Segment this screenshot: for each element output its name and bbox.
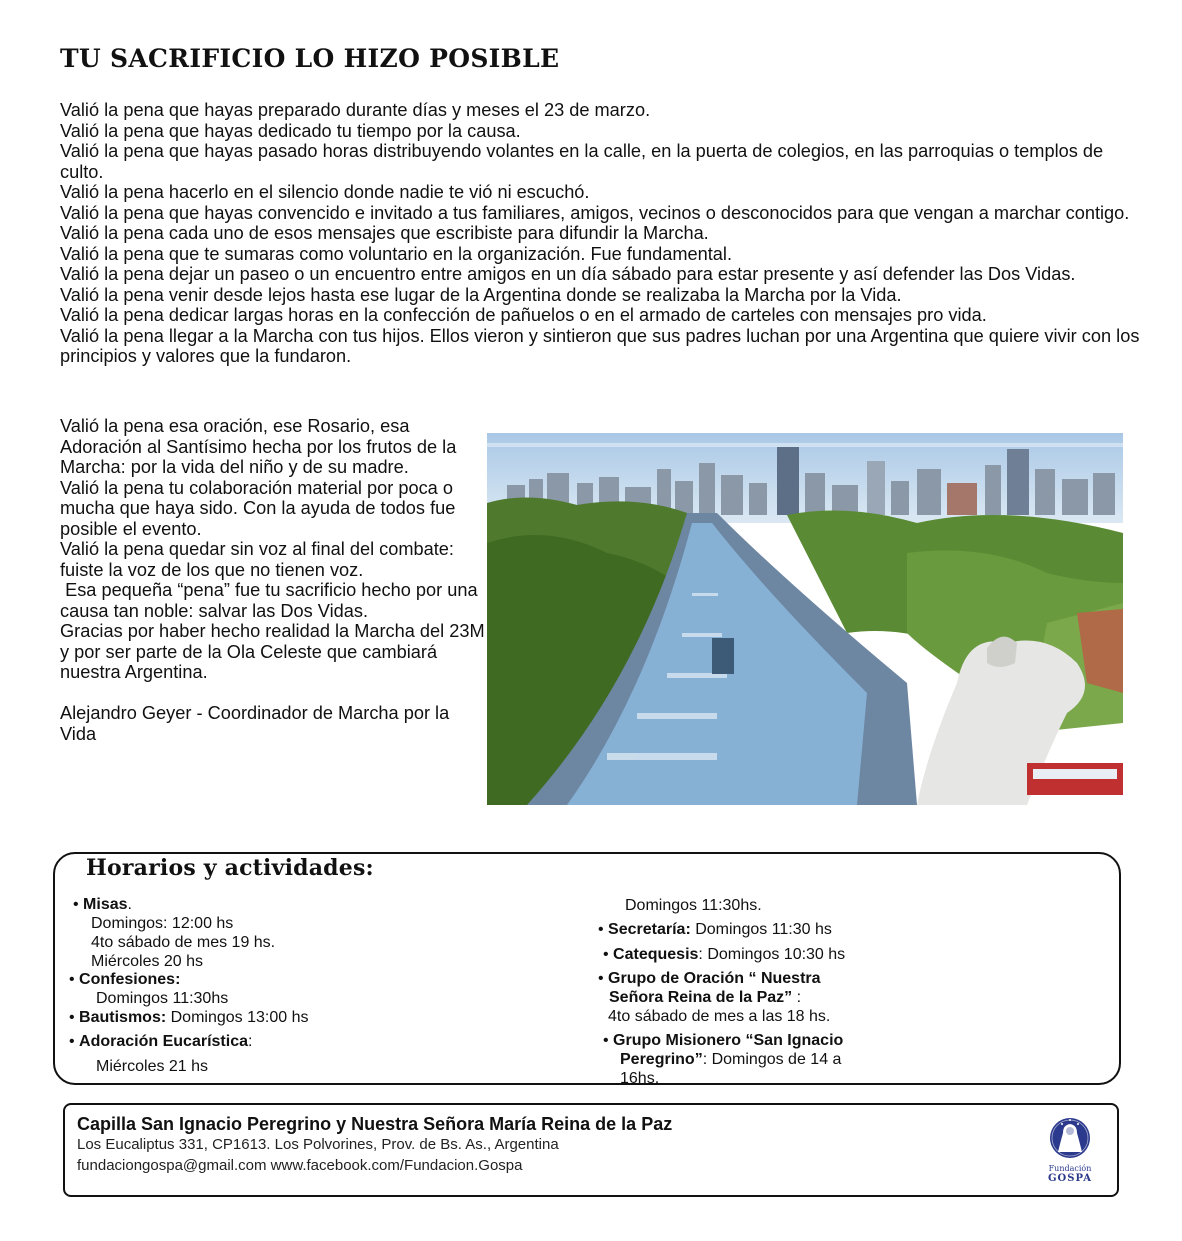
article-title: TU SACRIFICIO LO HIZO POSIBLE <box>60 44 560 73</box>
schedule-detail: Miércoles 21 hs <box>96 1058 209 1075</box>
paragraph: Valió la pena tu colaboración material por poca o mucha que haya sido. Con la ayuda de todos fue posible el evento. <box>60 477 456 539</box>
schedule-item-catequesis: • Catequesis: Domingos 10:30 hs <box>603 946 846 963</box>
paragraph: Valió la pena esa oración, ese Rosario, esa Adoración al Santísimo hecha por los frutos de la Marcha: por la vida del niño y de su madre. <box>60 416 457 477</box>
paragraph: Valió la pena dedicar largas horas en la confección de pañuelos o en el armado de carteles con mensajes pro vida. <box>60 305 987 325</box>
article-body <box>60 100 1140 367</box>
march-photo-illustration <box>487 433 1123 805</box>
paragraph: Valió la pena que hayas preparado durante días y meses el 23 de marzo. <box>60 100 651 120</box>
paragraph: Valió la pena que hayas dedicado tu tiempo por la causa. <box>60 120 521 141</box>
schedule-detail: Domingos 11:30hs. <box>625 897 762 914</box>
schedule-item-grupo-oracion: • Grupo de Oración “ Nuestra <box>598 970 821 987</box>
logo-small-text: Fundación <box>1048 1164 1092 1173</box>
schedule-detail: Domingos 10:30 hs <box>707 946 846 963</box>
schedule-item-misas: • Misas. <box>73 896 132 913</box>
paragraph: Esa pequeña “pena” fue tu sacrificio hecho por una causa tan noble: salvar las Dos Vidas. <box>60 580 483 621</box>
misionero-label: Peregrino” <box>620 1051 703 1068</box>
schedule-title: Horarios y actividades: <box>82 855 378 881</box>
schedule-item-adoracion: • Adoración Eucarística: <box>69 1033 253 1050</box>
schedule-item-grupo-misionero: • Grupo Misionero “San Ignacio <box>603 1032 844 1049</box>
paragraph: Valió la pena dejar un paseo o un encuentro entre amigos en un día sábado para estar presente y así defender las Dos Vidas. <box>60 264 1076 284</box>
spacer <box>60 683 485 704</box>
schedule-detail: Domingos: 12:00 hs <box>91 915 234 932</box>
paragraph: Valió la pena llegar a la Marcha con tus hijos. Ellos vieron y sintieron que sus padres luchan por una Argentina que quiere vivir con los principios y valores que la fundaron. <box>60 325 1140 366</box>
schedule-detail: 4to sábado de mes a las 18 hs. <box>608 1008 831 1025</box>
article-left-column <box>60 416 485 744</box>
paragraph: Gracias por haber hecho realidad la Marcha del 23M y por ser parte de la Ola Celeste que cambiará nuestra Argentina. <box>60 621 485 682</box>
schedule-detail: Domingos 11:30hs <box>96 990 229 1007</box>
schedule-detail: Señora Reina de la Paz” : <box>609 989 802 1006</box>
schedule-detail: 16hs. <box>620 1070 660 1087</box>
catequesis-label: Catequesis <box>613 946 699 963</box>
secretaria-label: Secretaría: <box>608 921 691 938</box>
oracion-label: Grupo de Oración “ Nuestra <box>608 970 821 987</box>
paragraph: Valió la pena quedar sin voz al final del combate: fuiste la voz de los que no tienen voz. <box>60 539 454 580</box>
confesiones-label: Confesiones: <box>79 971 181 988</box>
adoracion-label: Adoración Eucarística <box>79 1033 248 1050</box>
misas-label: Misas <box>83 896 128 913</box>
paragraph: Valió la pena venir desde lejos hasta ese lugar de la Argentina donde se realizaba la Marcha por la Vida. <box>60 284 902 305</box>
schedule-detail: Domingos 11:30 hs <box>695 921 832 938</box>
logo-big-text: GOSPA <box>1047 1173 1093 1184</box>
chapel-address: Los Eucaliptus 331, CP1613. Los Polvorines, Prov. de Bs. As., Argentina <box>77 1136 559 1153</box>
chapel-contact: fundaciongospa@gmail.com www.facebook.com/Fundacion.Gospa <box>77 1157 523 1174</box>
oracion-label: Señora Reina de la Paz” <box>609 989 793 1006</box>
paragraph: Valió la pena hacerlo en el silencio donde nadie te vió ni escuchó. <box>60 182 590 202</box>
paragraph: Valió la pena que hayas convencido e invitado a tus familiares, amigos, vecinos o desconocidos para que vengan a marchar contigo. <box>60 202 1130 223</box>
misionero-label: Grupo Misionero “San Ignacio <box>613 1032 844 1049</box>
schedule-detail: 4to sábado de mes 19 hs. <box>91 934 276 951</box>
schedule-detail: Domingos de 14 a <box>711 1051 842 1068</box>
paragraph: Valió la pena cada uno de esos mensajes que escribiste para difundir la Marcha. <box>60 223 709 243</box>
bautismos-label: Bautismos: <box>79 1009 167 1026</box>
schedule-item-secretaria: • Secretaría: Domingos 11:30 hs <box>598 921 832 938</box>
fundacion-gospa-logo <box>1036 1114 1104 1186</box>
virgin-logo-icon <box>1036 1114 1104 1186</box>
schedule-item-confesiones: • Confesiones: <box>69 971 181 988</box>
schedule-detail: Miércoles 20 hs <box>91 953 204 970</box>
schedule-item-bautismos: • Bautismos: Domingos 13:00 hs <box>69 1009 309 1026</box>
paragraph: Valió la pena que hayas pasado horas distribuyendo volantes en la calle, en la puerta de colegios, en las parroquias o templos de culto. <box>60 141 1104 182</box>
paragraph: Valió la pena que te sumaras como voluntario en la organización. Fue fundamental. <box>60 243 732 264</box>
chapel-name: Capilla San Ignacio Peregrino y Nuestra Señora María Reina de la Paz <box>77 1114 673 1134</box>
schedule-detail: Domingos 13:00 hs <box>170 1009 309 1026</box>
schedule-detail: Peregrino”: Domingos de 14 a <box>620 1051 842 1068</box>
march-photo <box>487 433 1123 805</box>
author-signature: Alejandro Geyer - Coordinador de Marcha por la Vida <box>60 703 450 744</box>
